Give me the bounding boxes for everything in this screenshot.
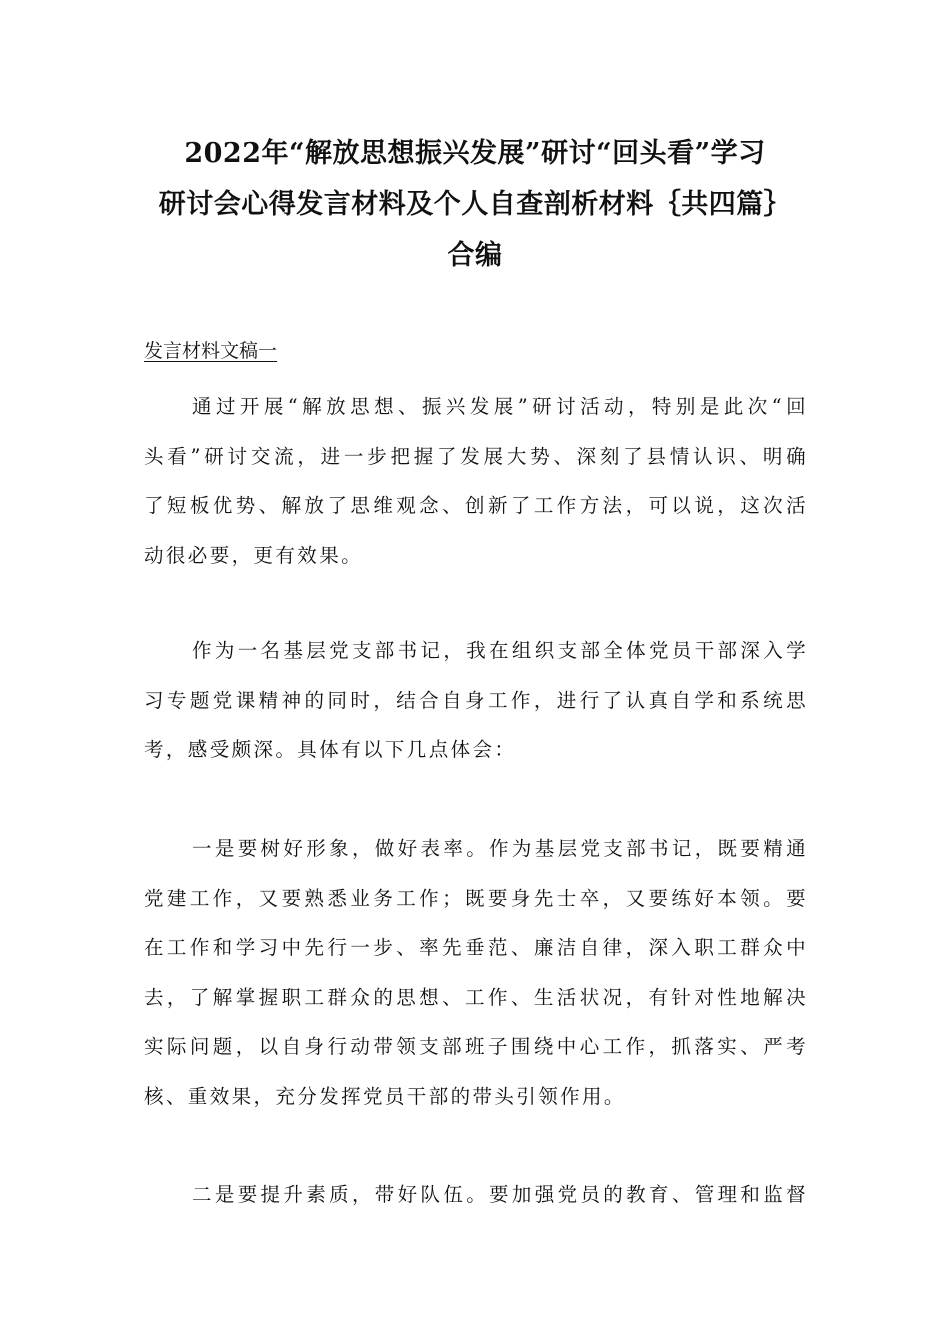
section-heading: 发言材料文稿一 [144,340,278,362]
paragraph-4 [144,1170,808,1220]
paragraph-line: 核、重效果，充分发挥党员干部的带头引领作用。 [144,1084,626,1108]
paragraph-line: 通过开展“解放思想、振兴发展”研讨活动，特别是此次“回 [192,395,808,418]
paragraph-line: 一是要树好形象，做好表率。作为基层党支部书记，既要精通 [192,837,808,860]
title-line: 2022年“解放思想振兴发展”研讨“回头看”学习 [184,138,766,169]
title-line: 合编 [447,240,503,271]
paragraph-line: 考，感受颇深。具体有以下几点体会： [144,738,517,761]
paragraph-line: 头看”研讨交流，进一步把握了发展大势、深刻了县情认识、明确 [144,444,808,468]
paragraph-line: 党建工作，又要熟悉业务工作；既要身先士卒，又要练好本领。要 [144,886,808,910]
paragraph-line: 二是要提升素质，带好队伍。要加强党员的教育、管理和监督 [192,1183,808,1206]
document-title [120,128,830,281]
title-line: 研讨会心得发言材料及个人自查剖析材料｛共四篇｝ [158,189,792,220]
paragraph-line: 习专题党课精神的同时，结合自身工作，进行了认真自学和系统思 [144,688,808,712]
paragraph-line: 实际问题，以自身行动带领支部班子围绕中心工作，抓落实、严考 [144,1035,808,1058]
paragraph-2 [144,626,808,775]
paragraph-line: 在工作和学习中先行一步、率先垂范、廉洁自律，深入职工群众中 [144,936,808,959]
paragraph-line: 动很必要，更有效果。 [144,543,364,567]
paragraph-line: 了短板优势、解放了思维观念、创新了工作方法，可以说，这次活 [144,494,808,517]
paragraph-line: 去，了解掌握职工群众的思想、工作、生活状况，有针对性地解决 [144,985,808,1009]
paragraph-1 [144,382,808,580]
paragraph-line: 作为一名基层党支部书记，我在组织支部全体党员干部深入学 [192,639,808,662]
paragraph-3 [144,824,808,1121]
